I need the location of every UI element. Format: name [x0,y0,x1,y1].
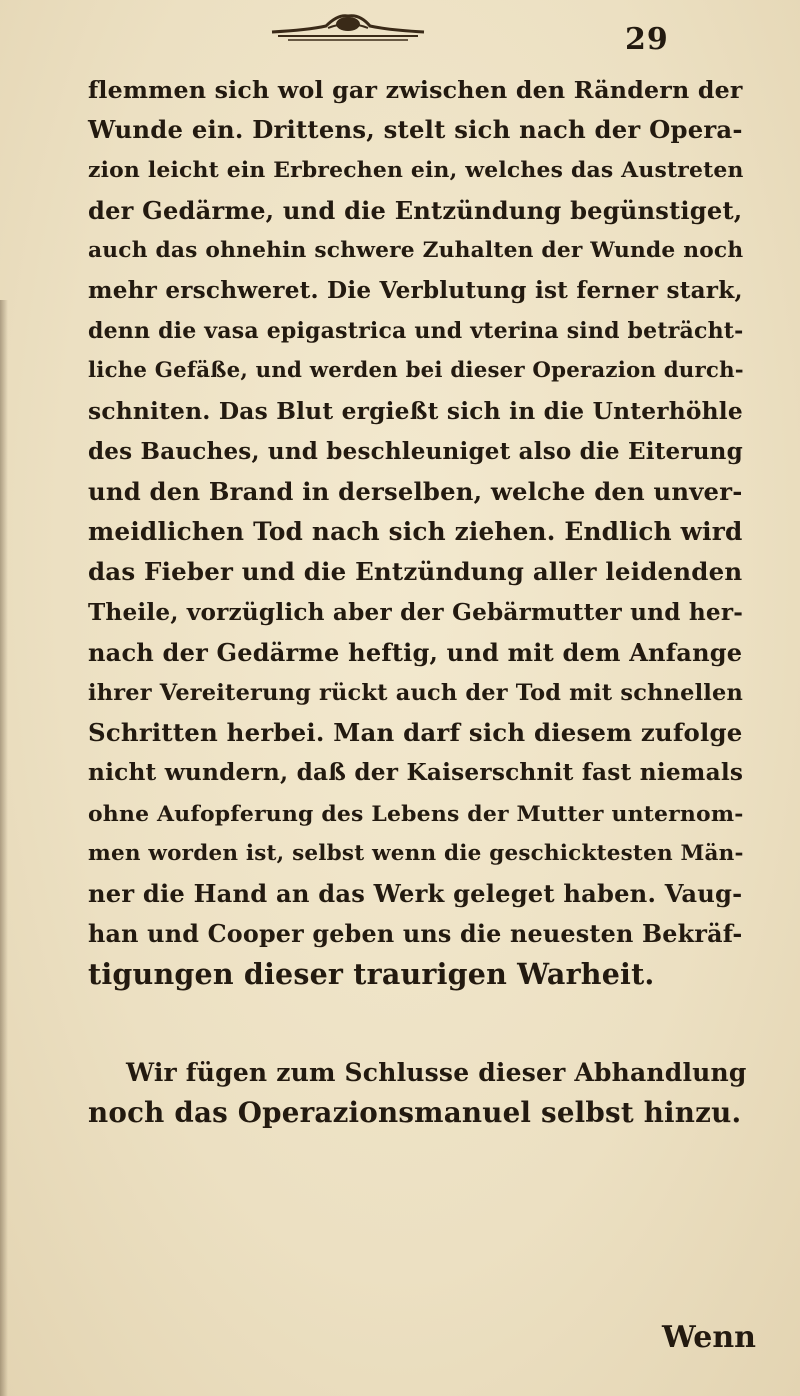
text-line: mehr erschweret. Die Verblutung ist ferner stark, [88,277,743,305]
printer-ornament-icon [268,10,428,44]
text-line: nicht wundern, daß der Kaiserschnit fast niemals [88,759,744,787]
catchword: Wenn [662,1320,756,1355]
text-line: flemmen sich wol gar zwischen den Rändern der [88,76,743,104]
text-line: und den Brand in derselben, welche den unver- [88,477,743,507]
body-text [88,70,748,1133]
text-line: zion leicht ein Erbrechen ein, welches das Austreten [88,157,744,184]
text-line: men worden ist, selbst wenn die geschicktesten Män- [88,840,744,866]
text-line: Theile, vorzüglich aber der Gebärmutter und her- [88,598,744,626]
text-line: schniten. Das Blut ergießt sich in die Unterhöhle [88,397,743,425]
text-line: han und Cooper geben uns die neuesten Bekräf- [88,920,743,949]
text-line: auch das ohnehin schwere Zuhalten der Wunde noch [88,237,744,263]
text-line: das Fieber und die Entzündung aller leidenden [88,557,743,587]
text-line: Wunde ein. Drittens, stelt sich nach der Opera- [88,115,743,145]
text-line: denn die vasa epigastrica und vterina sind beträcht- [88,318,744,345]
text-line: des Bauches, und beschleuniget also die Eiterung [88,437,743,465]
text-line: nach der Gedärme heftig, und mit dem Anfange [88,637,743,667]
text-line: ner die Hand an das Werk geleget haben. Vaug- [88,879,743,909]
text-line: Schritten herbei. Man darf sich diesem zufolge [88,718,743,748]
spine-shadow [0,300,8,1396]
closing-paragraph-line: noch das Operazionsmanuel selbst hinzu. [88,1095,742,1129]
text-line: ihrer Vereiterung rückt auch der Tod mit schnellen [88,680,744,707]
text-line: ohne Aufopferung des Lebens der Mutter unternom- [88,800,744,827]
text-line: liche Gefäße, und werden bei dieser Operazion durch- [88,358,744,384]
text-line: tigungen dieser traurigen Warheit. [88,957,655,992]
closing-paragraph-line: Wir fügen zum Schlusse dieser Abhandlung [126,1057,747,1087]
text-line: meidlichen Tod nach sich ziehen. Endlich wird [88,517,743,547]
page-number: 29 [625,22,669,57]
text-line: der Gedärme, und die Entzündung begünstiget, [88,195,743,225]
